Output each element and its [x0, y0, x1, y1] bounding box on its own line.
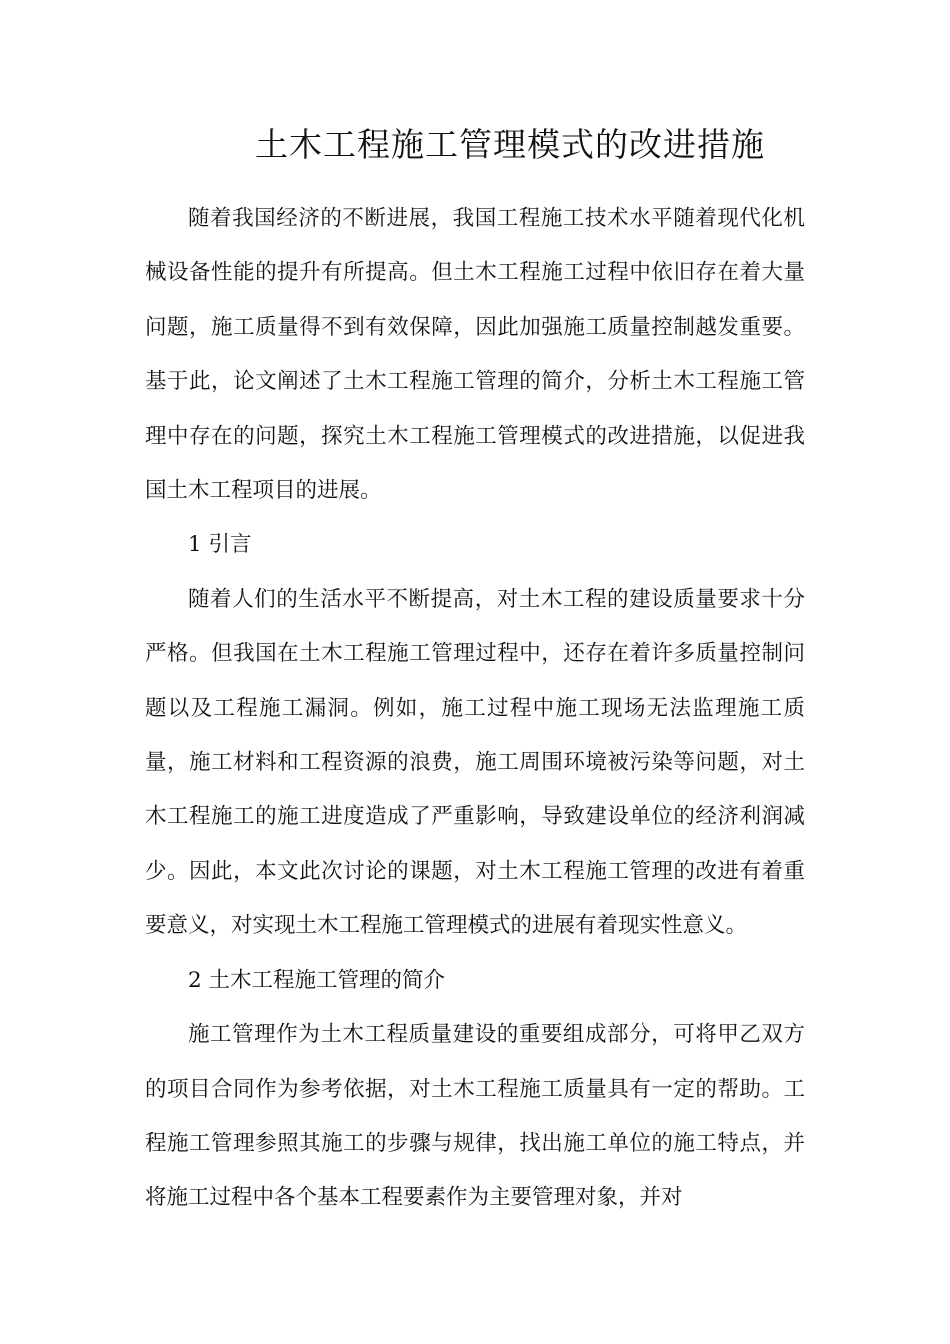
- paragraph-abstract: 随着我国经济的不断进展，我国工程施工技术水平随着现代化机械设备性能的提升有所提高。但土木工程施工过程中依旧存在着大量问题，施工质量得不到有效保障，因此加强施工质量控制越发重要。基于此，论文阐述了土木工程施工管理的简介，分析土木工程施工管理中存在的问题，探究土木工程施工管理模式的改进措施，以促进我国土木工程项目的进展。: [145, 206, 805, 504]
- section-heading-introduction: 1 引言: [188, 532, 252, 558]
- document-body: [145, 192, 805, 1226]
- document-title: 土木工程施工管理模式的改进措施: [255, 125, 765, 164]
- paragraph-introduction: 随着人们的生活水平不断提高，对土木工程的建设质量要求十分严格。但我国在土木工程施工管理过程中，还存在着许多质量控制问题以及工程施工漏洞。例如，施工过程中施工现场无法监理施工质量，施工材料和工程资源的浪费，施工周围环境被污染等问题，对土木工程施工的施工进度造成了严重影响，导致建设单位的经济利润减少。因此，本文此次讨论的课题，对土木工程施工管理的改进有着重要意义，对实现土木工程施工管理模式的进展有着现实性意义。: [145, 586, 805, 939]
- paragraph-overview: 施工管理作为土木工程质量建设的重要组成部分，可将甲乙双方的项目合同作为参考依据，对土木工程施工质量具有一定的帮助。工程施工管理参照其施工的步骤与规律，找出施工单位的施工特点，并将施工过程中各个基本工程要素作为主要管理对象，并对: [145, 1022, 805, 1211]
- section-heading-overview: 2 土木工程施工管理的简介: [188, 967, 446, 993]
